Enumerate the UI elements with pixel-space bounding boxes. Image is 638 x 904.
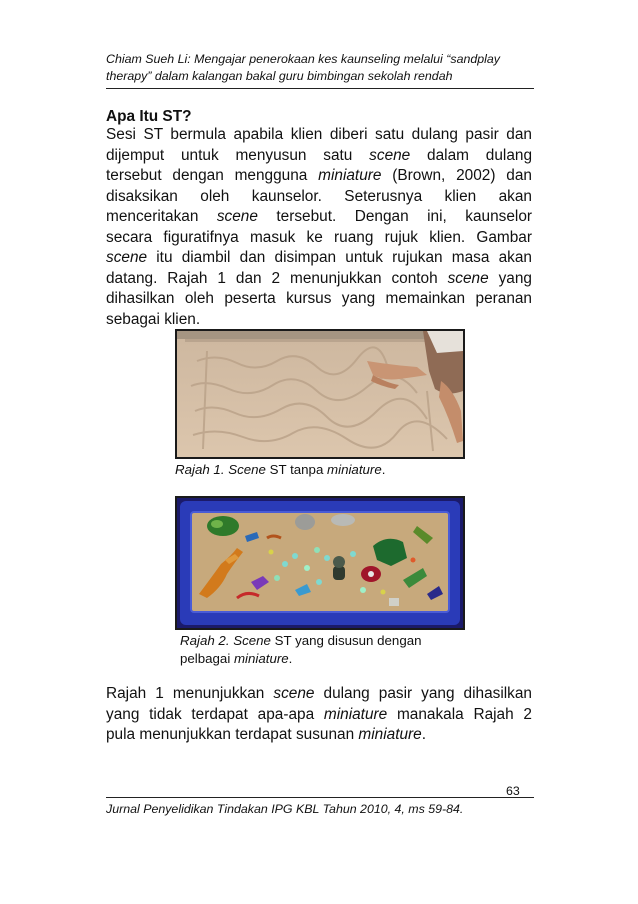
para1-line: tersebut dengan mengguna miniature (Brown, 2002) dan	[106, 167, 532, 184]
sand-tray-photo	[177, 331, 463, 457]
para1-line: scene itu diambil dan disimpan untuk rujukan masa akan	[106, 249, 532, 266]
figure-2-photo	[175, 496, 465, 630]
para1-line: sebagai klien.	[106, 310, 201, 328]
para1-line: menceritakan scene tersebut. Dengan ini, kaunselor	[106, 208, 532, 225]
para2-line: Rajah 1 menunjukkan scene dulang pasir yang dihasilkan	[106, 685, 532, 702]
para1-line: Sesi ST bermula apabila klien diberi satu dulang pasir dan	[106, 126, 532, 143]
figure-2-caption-line: pelbagai miniature.	[180, 650, 293, 666]
footer-citation: Jurnal Penyelidikan Tindakan IPG KBL Tahun 2010, 4, ms 59-84.	[106, 797, 534, 817]
sand-tray-miniatures-photo	[177, 498, 463, 628]
figure-1-caption: Rajah 1. Scene ST tanpa miniature.	[175, 462, 386, 477]
running-head	[106, 51, 534, 89]
running-head-line-2: therapy” dalam kalangan bakal guru bimbingan sekolah rendah	[106, 69, 453, 83]
running-head-line-1: Chiam Sueh Li: Mengajar penerokaan kes kaunseling melalui “sandplay	[106, 52, 500, 66]
para1-line: dijemput untuk menyusun satu scene dalam dulang	[106, 146, 533, 164]
para1-line: dihasilkan oleh peserta kursus yang memainkan peranan	[106, 290, 532, 307]
para2-line: yang tidak terdapat apa-apa miniature manakala Rajah 2	[106, 705, 532, 723]
para1-line: datang. Rajah 1 dan 2 menunjukkan contoh scene yang	[106, 269, 532, 287]
paragraph-comparison	[106, 684, 532, 746]
para2-line: pula menunjukkan terdapat susunan miniature.	[106, 726, 427, 743]
figure-1-photo	[175, 329, 465, 459]
para1-line: disaksikan oleh kaunselor. Seterusnya klien akan	[106, 187, 532, 205]
figure-2-caption	[180, 632, 470, 667]
para1-line: secara figuratifnya masuk ke ruang rujuk klien. Gambar	[106, 228, 532, 246]
page-number: 63	[506, 784, 520, 798]
figure-2-caption-line: Rajah 2. Scene ST yang disusun dengan	[180, 633, 422, 648]
paragraph-intro	[106, 125, 532, 330]
section-heading: Apa Itu ST?	[106, 108, 192, 125]
